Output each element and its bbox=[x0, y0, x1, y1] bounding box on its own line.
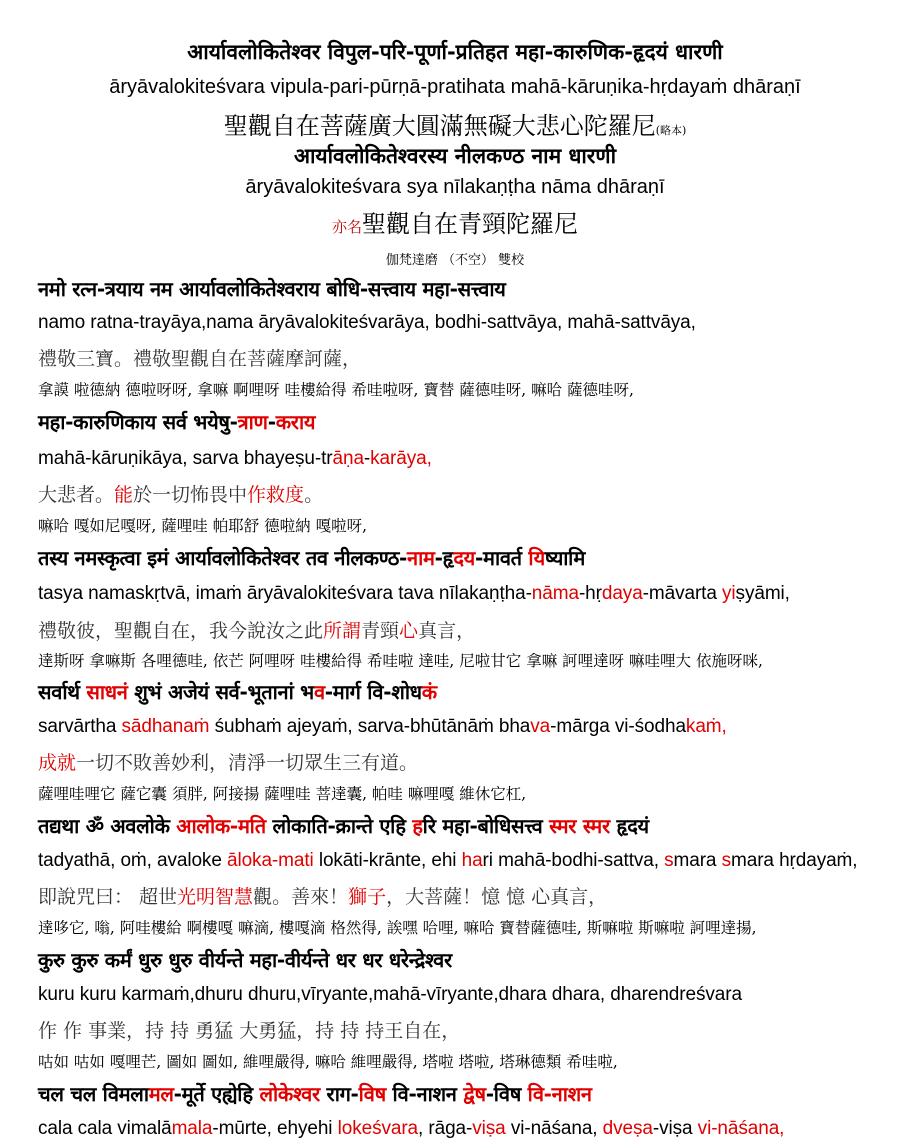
text-segment: sarvārtha bbox=[38, 716, 122, 737]
text-segment: 達哆它, 嗡, 阿哇樓給 啊樓嘎 嘛滴, 樓嘎滴 格然得, 誒嘿 哈哩, 嘛哈 寶替薩德哇, 斯嘛啦 斯嘛啦 訶哩達揚, bbox=[38, 919, 757, 937]
text-segment: सर्वार्थ bbox=[38, 680, 87, 704]
subtitle-chinese bbox=[0, 204, 910, 239]
title-chinese-note: (略本) bbox=[655, 124, 687, 137]
text-segment: -हृ bbox=[434, 546, 454, 570]
highlighted-segment: 光明智慧 bbox=[177, 886, 254, 908]
text-segment: kuru kuru karmaṁ,dhuru dhuru,vīryante,mahā-vīryante,dhara dhara, dharendreśvara bbox=[38, 984, 742, 1005]
verse-5-transliteration bbox=[38, 916, 757, 938]
text-segment: 。 bbox=[304, 484, 324, 506]
text-segment: 即說咒曰： 超世 bbox=[38, 886, 178, 908]
verse-5-chinese bbox=[38, 882, 607, 909]
highlighted-segment: va bbox=[530, 716, 551, 737]
verse-1-sanskrit bbox=[38, 275, 506, 302]
highlighted-segment: त्राण bbox=[237, 410, 268, 434]
text-segment: ष्यामि bbox=[544, 546, 586, 570]
title-roman: āryāvalokiteśvara vipula-pari-pūrṇā-pratihata mahā-kāruṇika-hṛdayaṁ dhāraṇī bbox=[109, 76, 801, 98]
verse-4-transliteration bbox=[38, 782, 526, 804]
text-segment: महा-कारुणिकाय सर्व भयेषु- bbox=[38, 410, 238, 434]
verse-3-chinese bbox=[38, 616, 475, 643]
verse-4-chinese bbox=[38, 748, 418, 775]
verse-6-chinese bbox=[38, 1016, 460, 1043]
highlighted-segment: ha bbox=[461, 850, 483, 871]
text-segment: mahā-kāruṇikāya, sarva bhayeṣu-tr bbox=[38, 448, 333, 469]
highlighted-segment: kaṁ, bbox=[685, 716, 727, 737]
highlighted-segment: s bbox=[721, 850, 731, 871]
text-segment: हृदयं bbox=[609, 814, 649, 838]
subtitle-roman: āryāvalokiteśvara sya nīlakaṇṭha nāma dhāraṇī bbox=[245, 176, 665, 198]
verse-1-chinese bbox=[38, 344, 361, 371]
verse-2-chinese bbox=[38, 480, 323, 507]
highlighted-segment: विष bbox=[358, 1082, 386, 1106]
text-segment: ṣyāmi, bbox=[735, 583, 790, 604]
verse-7-sanskrit bbox=[38, 1080, 592, 1107]
highlighted-segment: yi bbox=[722, 583, 736, 604]
text-segment: cala cala vimalā bbox=[38, 1118, 172, 1139]
text-segment: कुरु कुरु कर्मं धुरु धुरु वीर्यन्ते महा-वीर्यन्ते धर धर धरेन्द्रेश्वर bbox=[38, 948, 452, 972]
text-segment: 青頸 bbox=[361, 620, 400, 642]
highlighted-segment: आलोक-मति bbox=[176, 814, 266, 838]
title-chinese bbox=[0, 106, 910, 141]
highlighted-segment: दय bbox=[453, 546, 475, 570]
highlighted-segment: āloka-mati bbox=[226, 850, 314, 871]
highlighted-segment: 獅子 bbox=[348, 886, 387, 908]
text-segment: namo ratna-trayāya,nama āryāvalokiteśvarāya, bodhi-sattvāya, mahā-sattvāya, bbox=[38, 312, 696, 333]
text-segment: लोकाति-क्रान्ते एहि bbox=[265, 814, 413, 838]
text-segment: वि-नाशन bbox=[385, 1082, 464, 1106]
highlighted-segment: 能 bbox=[114, 484, 134, 506]
highlighted-segment: 所謂 bbox=[323, 620, 362, 642]
highlighted-segment: लोकेश्वर bbox=[259, 1082, 320, 1106]
verse-3-sanskrit bbox=[38, 544, 585, 571]
text-segment: 薩哩哇哩它 薩它囊 須胖, 阿接揚 薩哩哇 菩達囊, 帕哇 嘛哩嘎 維休它杠, bbox=[38, 785, 527, 803]
highlighted-segment: यि bbox=[528, 546, 545, 570]
text-segment: चल चल विमला bbox=[38, 1082, 149, 1106]
highlighted-segment: 成就 bbox=[38, 752, 77, 774]
highlighted-segment: स्मर स्मर bbox=[549, 814, 610, 838]
highlighted-segment: 作救度 bbox=[247, 484, 305, 506]
verse-7-roman bbox=[38, 1118, 784, 1140]
title-chinese-text: 聖觀自在菩薩廣大圓滿無礙大悲心陀羅尼 bbox=[223, 112, 656, 140]
text-segment: 一切不敗善妙利，清淨一切眾生三有道。 bbox=[76, 752, 419, 774]
text-segment: 大悲者。 bbox=[38, 484, 115, 506]
highlighted-segment: viṣa bbox=[472, 1118, 506, 1139]
highlighted-segment: कं bbox=[421, 680, 437, 704]
highlighted-segment: vi-nāśana, bbox=[697, 1118, 785, 1139]
verse-1-roman bbox=[38, 312, 696, 334]
text-segment: ，大菩薩！憶 憶 心真言， bbox=[386, 886, 608, 908]
verse-2-roman bbox=[38, 448, 432, 470]
highlighted-segment: मल bbox=[148, 1082, 174, 1106]
text-segment: 禮敬三寶。禮敬聖觀自在菩薩摩訶薩， bbox=[38, 348, 362, 370]
title-sanskrit: आर्यावलोकितेश्वर विपुल-परि-पूर्णा-प्रतिहत महा-कारुणिक-हृदयं धारणी bbox=[187, 40, 723, 64]
highlighted-segment: 心 bbox=[399, 620, 419, 642]
text-segment: 達斯呀 拿嘛斯 各哩德哇, 依芒 阿哩呀 哇樓給得 希哇啦 達哇, 尼啦甘它 拿嘛 訶哩達呀 嘛哇哩大 依施呀咪, bbox=[38, 652, 763, 670]
text-segment: 禮敬彼，聖觀自在，我今說汝之此 bbox=[38, 620, 324, 642]
verse-6-roman bbox=[38, 984, 742, 1006]
verse-4-sanskrit bbox=[38, 678, 437, 705]
subtitle-chinese-text: 聖觀自在青頸陀羅尼 bbox=[362, 210, 578, 238]
text-segment: 咕如 咕如 嘎哩芒, 圖如 圖如, 維哩嚴得, 嘛哈 維哩嚴得, 塔啦 塔啦, 塔琳德類 希哇啦, bbox=[38, 1053, 618, 1071]
text-segment: -hṛ bbox=[578, 583, 602, 604]
verse-5-sanskrit bbox=[38, 812, 649, 839]
text-segment: 嘛哈 嘎如尼嘎呀, 薩哩哇 帕耶舒 德啦納 嘎啦呀, bbox=[38, 517, 367, 535]
text-segment: 觀。善來！ bbox=[253, 886, 349, 908]
highlighted-segment: साधनं bbox=[86, 680, 128, 704]
text-segment: -mūrte, ehyehi bbox=[212, 1118, 338, 1139]
verse-3-roman bbox=[38, 583, 790, 605]
text-segment: mara bbox=[673, 850, 722, 871]
text-segment: राग- bbox=[319, 1082, 359, 1106]
editor-line: 伽梵達磨 （不空） 雙校 bbox=[385, 253, 525, 268]
text-segment: -viṣa bbox=[652, 1118, 698, 1139]
verse-2-sanskrit bbox=[38, 408, 315, 435]
highlighted-segment: nāma bbox=[531, 583, 579, 604]
text-segment: तस्य नमस्कृत्वा इमं आर्यावलोकितेश्वर तव नीलकण्ठ- bbox=[38, 546, 408, 570]
text-segment: mara hṛdayaṁ, bbox=[731, 850, 858, 871]
text-segment: lokāti-krānte, ehi bbox=[313, 850, 462, 871]
verse-6-sanskrit bbox=[38, 946, 452, 973]
highlighted-segment: āṇa bbox=[332, 448, 364, 469]
highlighted-segment: वि-नाशन bbox=[527, 1082, 592, 1106]
highlighted-segment: व bbox=[313, 680, 325, 704]
text-segment: -मार्ग वि-शोध bbox=[324, 680, 422, 704]
text-segment: śubhaṁ ajeyaṁ, sarva-bhūtānāṁ bha bbox=[209, 716, 531, 737]
verse-5-roman bbox=[38, 850, 857, 872]
text-segment: -māvarta bbox=[642, 583, 723, 604]
text-segment: नमो रत्न-त्रयाय नम आर्यावलोकितेश्वराय बोधि-सत्त्वाय महा-सत्त्वाय bbox=[38, 277, 506, 301]
text-segment: - bbox=[267, 410, 276, 434]
verse-4-roman bbox=[38, 716, 727, 738]
highlighted-segment: mala bbox=[171, 1118, 213, 1139]
text-segment: रि महा-बोधिसत्त्व bbox=[422, 814, 550, 838]
text-segment: vi-nāśana, bbox=[505, 1118, 603, 1139]
text-segment: ri mahā-bodhi-sattva, bbox=[482, 850, 665, 871]
verse-6-transliteration bbox=[38, 1050, 618, 1072]
subtitle-sanskrit: आर्यावलोकितेश्वरस्य नीलकण्ठ नाम धारणी bbox=[293, 144, 617, 168]
verse-2-transliteration bbox=[38, 514, 367, 536]
highlighted-segment: द्वेष bbox=[463, 1082, 486, 1106]
highlighted-segment: dveṣa bbox=[602, 1118, 653, 1139]
verse-3-transliteration bbox=[38, 649, 763, 671]
text-segment: , rāga- bbox=[418, 1118, 473, 1139]
highlighted-segment: नाम bbox=[407, 546, 435, 570]
highlighted-segment: karāya, bbox=[370, 448, 432, 469]
text-segment: -मावर्त bbox=[474, 546, 529, 570]
text-segment: -विष bbox=[485, 1082, 528, 1106]
highlighted-segment: lokeśvara bbox=[337, 1118, 419, 1139]
highlighted-segment: sādhanaṁ bbox=[121, 716, 210, 737]
text-segment: 真言， bbox=[418, 620, 476, 642]
text-segment: tadyathā, oṁ, avaloke bbox=[38, 850, 227, 871]
text-segment: -mārga vi-śodha bbox=[550, 716, 686, 737]
text-segment: तद्यथा ॐ अवलोके bbox=[38, 814, 177, 838]
text-segment: 於一切怖畏中 bbox=[133, 484, 248, 506]
subtitle-chinese-prefix: 亦名 bbox=[331, 218, 362, 236]
highlighted-segment: कराय bbox=[275, 410, 316, 434]
text-segment: 拿謨 啦德納 德啦呀呀, 拿嘛 啊哩呀 哇樓給得 希哇啦呀, 寶替 薩德哇呀, 嘛哈 薩德哇呀, bbox=[38, 381, 634, 399]
verse-1-transliteration bbox=[38, 378, 634, 400]
highlighted-segment: s bbox=[664, 850, 674, 871]
text-segment: शुभं अजेयं सर्व-भूतानां भ bbox=[127, 680, 314, 704]
text-segment: 作 作 事業，持 持 勇猛 大勇猛，持 持 持王自在， bbox=[38, 1020, 461, 1042]
highlighted-segment: daya bbox=[601, 583, 643, 604]
text-segment: tasya namaskṛtvā, imaṁ āryāvalokiteśvara tava nīlakaṇṭha- bbox=[38, 583, 532, 604]
text-segment: -मूर्ते एह्येहि bbox=[173, 1082, 260, 1106]
text-segment: - bbox=[363, 448, 371, 469]
highlighted-segment: ह bbox=[412, 814, 423, 838]
